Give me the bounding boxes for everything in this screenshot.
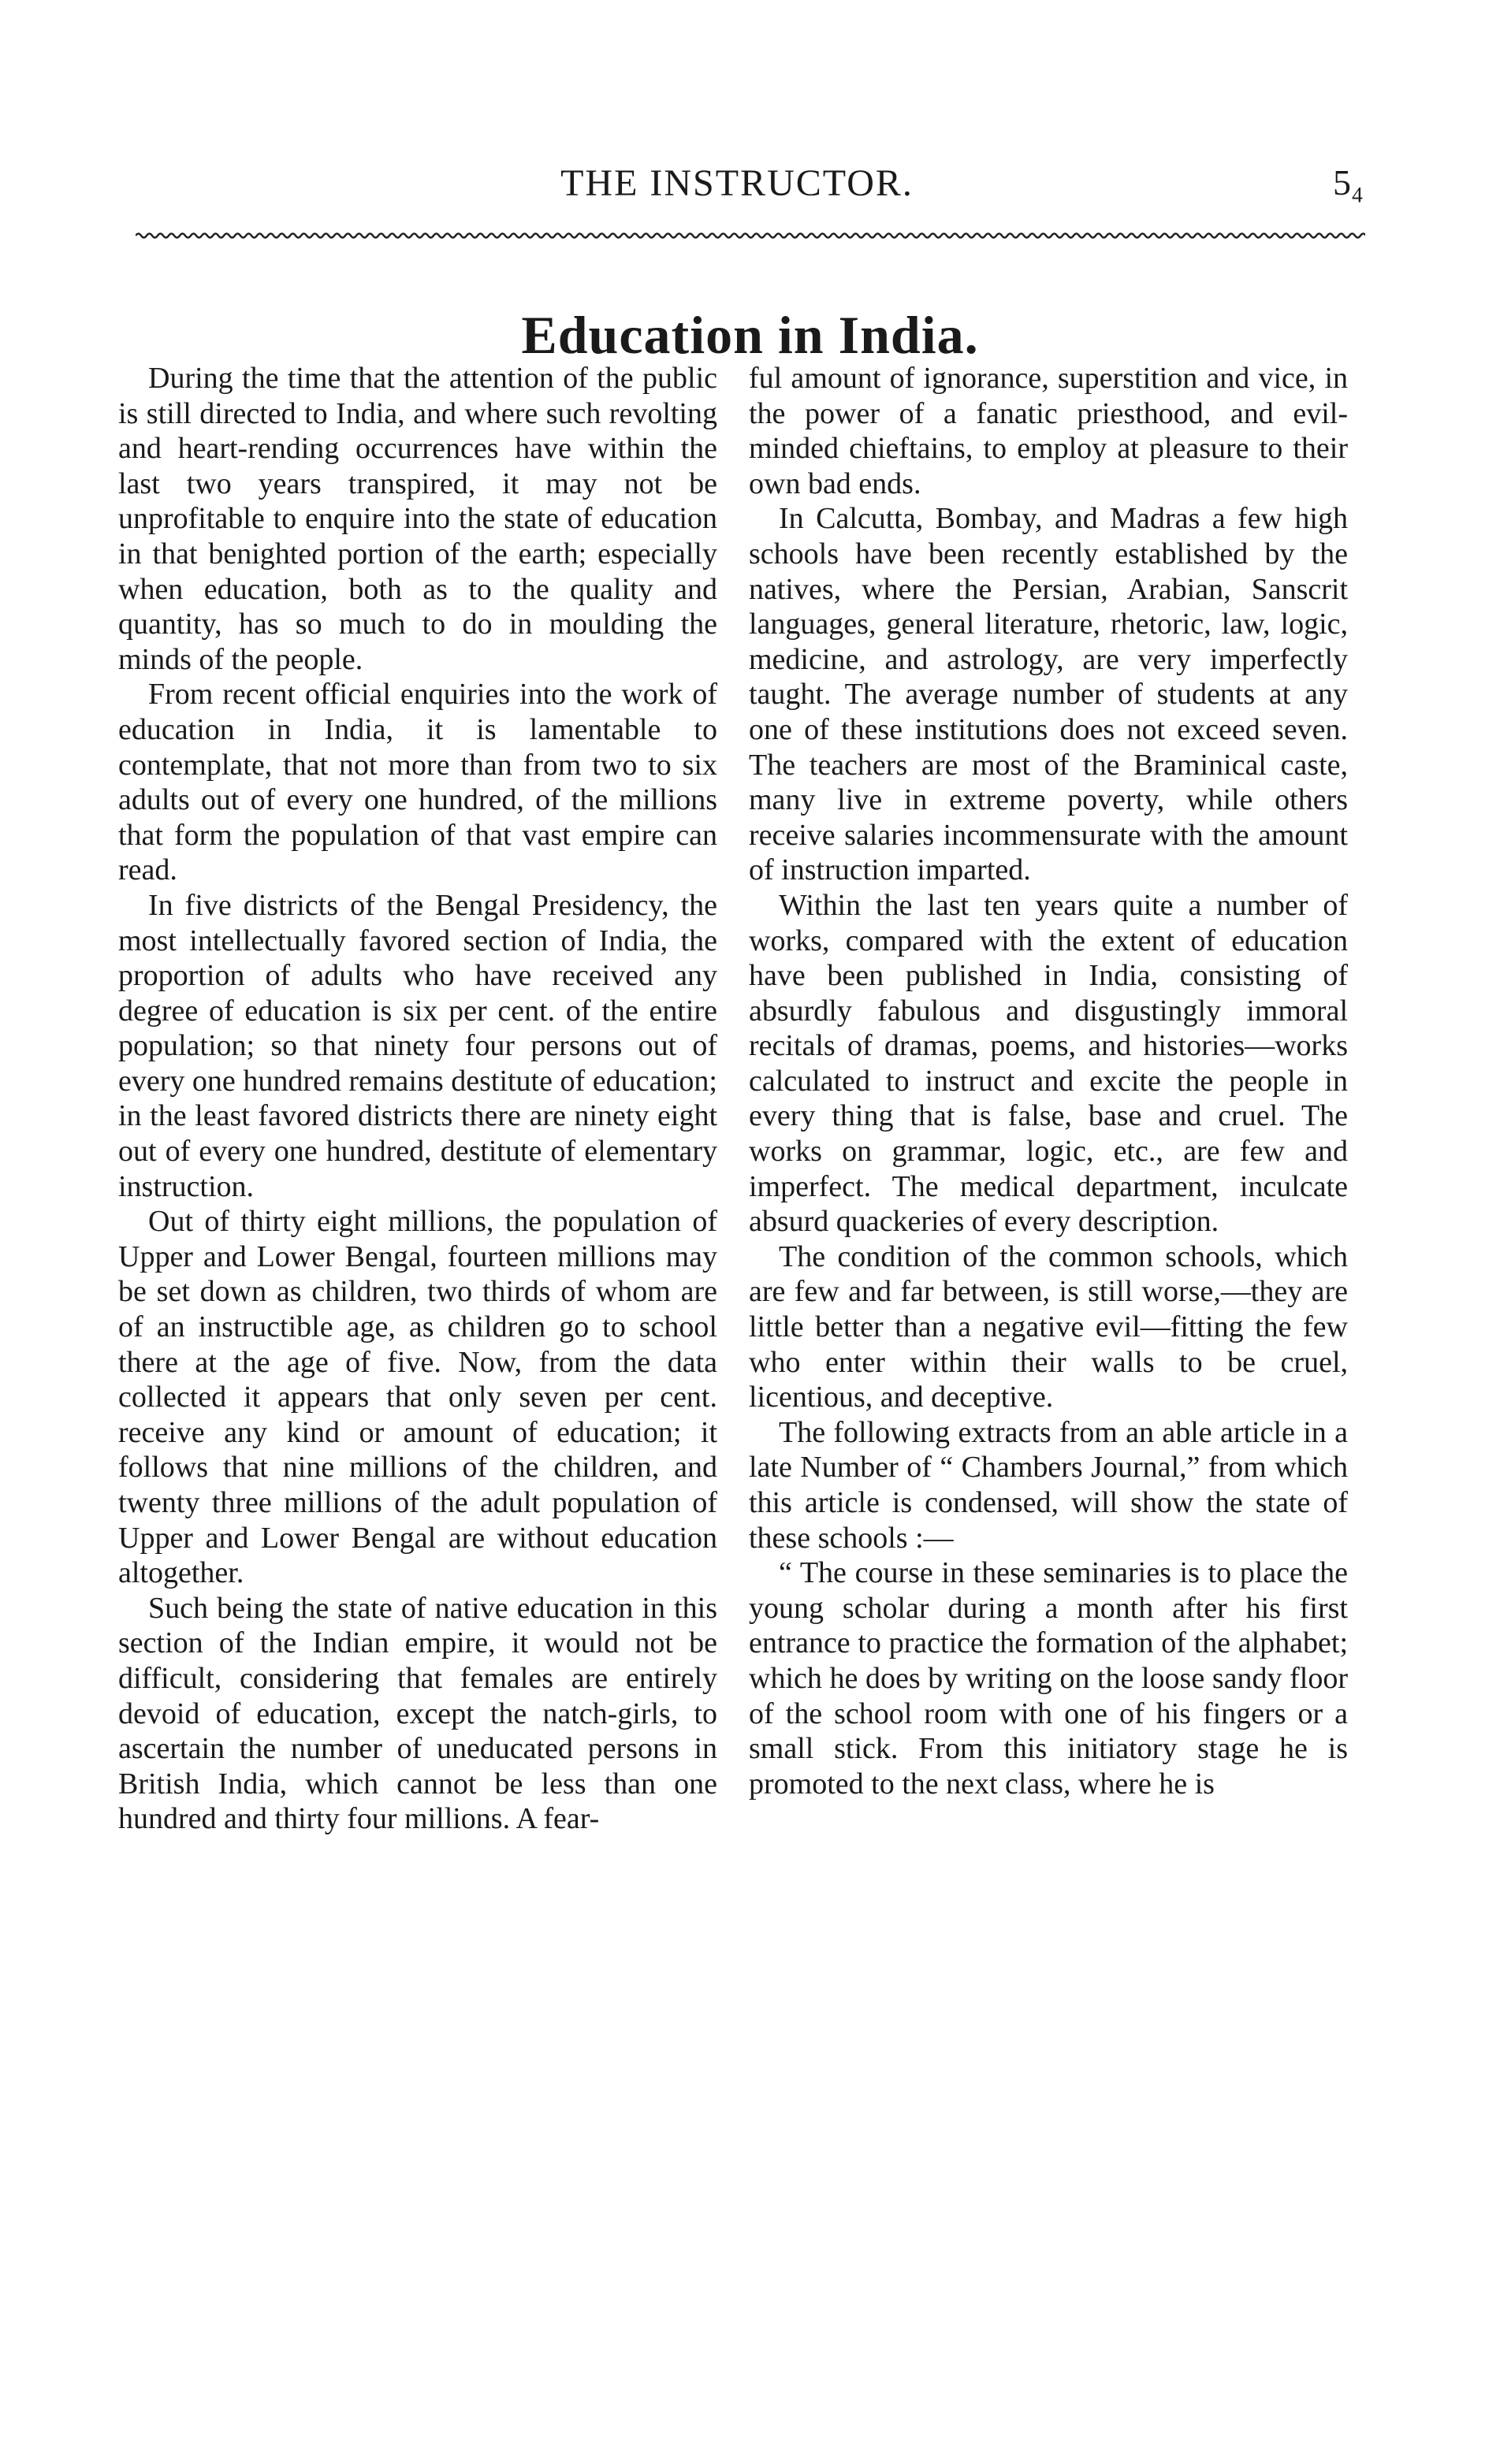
paragraph: In five districts of the Bengal Presidency, the most intellectually favored section of India, the proportion of adults who have received any degree of education is six per cent. of the entire population; so that ninety four persons out of every one hundred remains destitute of education; in the least favored districts there are ninety eight out of every one hundred, destitute of elementary instruction. — [118, 888, 717, 1203]
paragraph: In Calcutta, Bombay, and Madras a few high schools have been recently established by the natives, where the Persian, Arabian, Sanscrit languages, general literature, rhetoric, law, logic, medicine, and astrology, are very imperfectly taught. The average number of students at any one of these institutions does not exceed seven. The teachers are most of the Braminical caste, many live in extreme poverty, while others receive salaries incommensurate with the amount of instruction imparted. — [749, 502, 1348, 887]
paragraph: The condition of the common schools, which are few and far between, is still worse,—they are little better than a negative evil—fitting the few who enter within their walls to be cruel, licentious, and deceptive. — [749, 1239, 1348, 1414]
wavy-rule-line — [136, 230, 1365, 241]
running-title: THE INSTRUCTOR. — [560, 162, 914, 204]
left-column — [118, 361, 717, 1837]
paragraph: Within the last ten years quite a number of works, compared with the extent of education have been published in India, consisting of absurdly fabulous and disgustingly immoral recitals of dramas, poems, and histories—works calculated to instruct and excite the people in every thing that is false, base and cruel. The works on grammar, logic, etc., are few and imperfect. The medical department, inculcate absurd quackeries of every description. — [749, 888, 1348, 1239]
paragraph: During the time that the attention of the public is still directed to India, and where such revolting and heart-rending occurrences have within the last two years transpired, it may not be unprofitable to enquire into the state of education in that benighted portion of the earth; especially when education, both as to the quality and quantity, has so much to do in moulding the minds of the people. — [118, 362, 717, 676]
article-title: Education in India. — [521, 304, 979, 365]
paragraph: Such being the state of native education in this section of the Indian empire, it would not be difficult, considering that females are entirely devoid of education, except the natch-girls, to ascertain the number of uneducated persons in British India, which cannot be less than one hundred and thirty four millions. A fear- — [118, 1591, 717, 1836]
page-number: 5₄ — [1332, 162, 1364, 203]
paragraph: From recent official enquiries into the work of education in India, it is lamentable to contemplate, that not more than from two to six adults out of every one hundred, of the millions that form the population of that vast empire can read. — [118, 678, 717, 887]
wavy-rule — [136, 230, 1365, 241]
page-header — [118, 162, 1364, 217]
paragraph-continuation: ful amount of ignorance, superstition and vice, in the power of a fanatic priesthood, and evil-minded chieftains, to employ at pleasure to their own bad ends. — [749, 362, 1348, 500]
paragraph: Out of thirty eight millions, the population of Upper and Lower Bengal, fourteen millions may be set down as children, two thirds of whom are of an instructible age, as children go to school there at the age of five. Now, from the data collected it appears that only seven per cent. receive any kind or amount of education; it follows that nine millions of the children, and twenty three millions of the adult population of Upper and Lower Bengal are without education altogether. — [118, 1205, 717, 1590]
paragraph: The following extracts from an able article in a late Number of “ Chambers Journal,” from which this article is condensed, will show the state of these schools :— — [749, 1415, 1348, 1555]
paragraph: “ The course in these seminaries is to place the young scholar during a month after his first entrance to practice the formation of the alphabet; which he does by writing on the loose sandy floor of the school room with one of his fingers or a small stick. From this initiatory stage he is promoted to the next class, where he is — [749, 1556, 1348, 1801]
right-column — [749, 361, 1348, 1801]
